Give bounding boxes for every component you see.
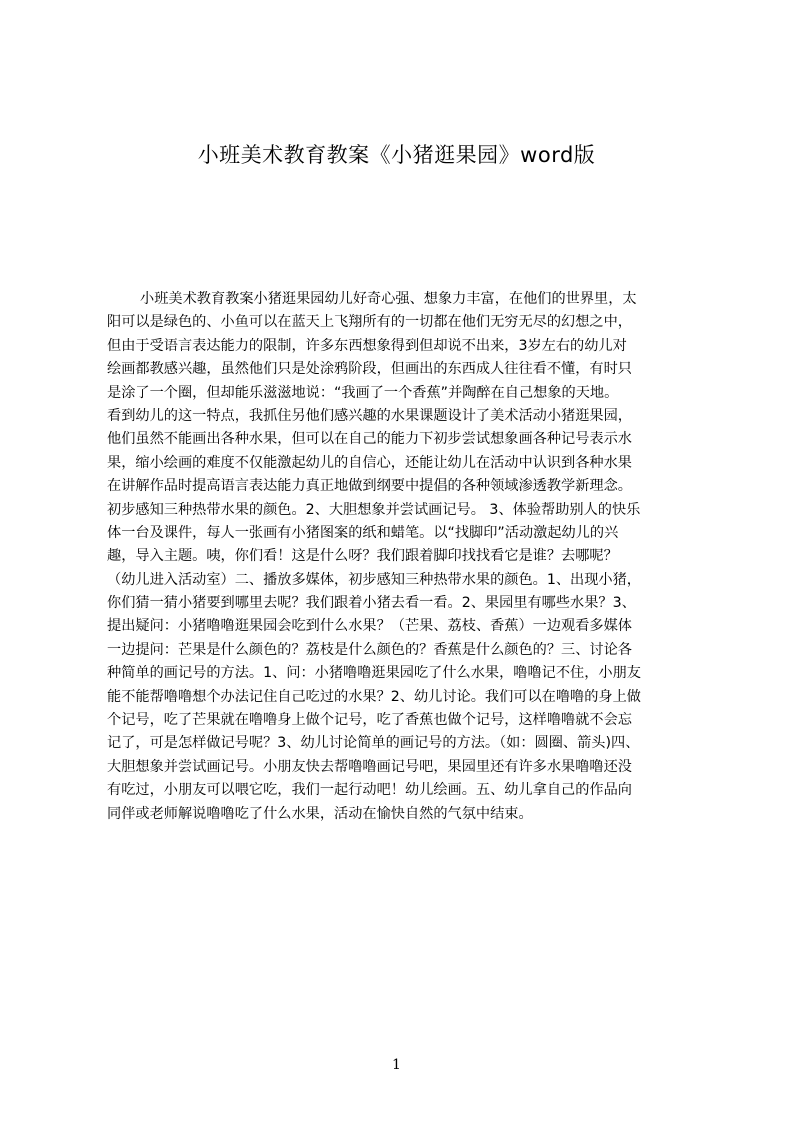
text-line: 体一台及课件，每人一张画有小猪图案的纸和蜡笔。以“找脚印”活动激起幼儿的兴	[107, 524, 619, 541]
text-line: 个记号，吃了芒果就在噜噜身上做个记号，吃了香蕉也做个记号，这样噜噜就不会忘	[107, 712, 632, 729]
body-text	[107, 288, 696, 826]
text-line: 初步感知三种热带水果的颜色。2、大胆想象并尝试画记号。 3、体验帮助别人的快乐	[107, 501, 641, 518]
text-line: 趣，导入主题。咦，你们看！这是什么呀？我们跟着脚印找找看它是谁？去哪呢？	[107, 548, 618, 565]
text-line: 你们猜一猜小猪要到哪里去呢？我们跟着小猪去看一看。2、果园里有哪些水果？3、	[107, 595, 636, 612]
text-line: 在讲解作品时提高语言表达能力真正地做到纲要中提倡的各种领域渗透教学新理念。	[107, 478, 632, 495]
text-line: 记了，可是怎样做记号呢？3、幼儿讨论简单的画记号的方法。（如：圆圈、箭头)四、	[107, 735, 640, 752]
text-line: 有吃过，小朋友可以喂它吃，我们一起行动吧！幼儿绘画。五、幼儿拿自己的作品向	[107, 782, 632, 799]
text-line: 一边提问：芒果是什么颜色的？荔枝是什么颜色的？香蕉是什么颜色的？三、讨论各	[107, 641, 632, 658]
text-line: 小班美术教育教案小猪逛果园幼儿好奇心强、想象力丰富，在他们的世界里，太	[140, 291, 637, 307]
text-line: （幼儿进入活动室）二、播放多媒体，初步感知三种热带水果的颜色。1、出现小猪，	[107, 571, 641, 588]
text-line: 同伴或老师解说噜噜吃了什么水果，活动在愉快自然的气氛中结束。	[107, 805, 533, 822]
page-number: 1	[392, 1057, 401, 1073]
document-title: 小班美术教育教案《小猪逛果园》word版	[197, 143, 596, 167]
text-line: 是涂了一个圈，但却能乐滋滋地说：“我画了一个香蕉”并陶醉在自己想象的天地。	[107, 384, 619, 401]
text-line: 但由于受语言表达能力的限制，许多东西想象得到但却说不出来，3岁左右的幼儿对	[107, 337, 627, 354]
text-line: 提出疑问：小猪噜噜逛果园会吃到什么水果？（芒果、荔枝、香蕉）一边观看多媒体	[107, 618, 632, 635]
text-line: 大胆想象并尝试画记号。小朋友快去帮噜噜画记号吧，果园里还有许多水果噜噜还没	[107, 758, 632, 775]
text-line: 能不能帮噜噜想个办法记住自己吃过的水果？2、幼儿讨论。我们可以在噜噜的身上做	[107, 688, 641, 705]
text-line: 看到幼儿的这一特点，我抓住另他们感兴趣的水果课题设计了美术活动小猪逛果园，	[107, 407, 632, 424]
text-line: 他们虽然不能画出各种水果，但可以在自己的能力下初步尝试想象画各种记号表示水	[107, 431, 632, 448]
text-line: 种简单的画记号的方法。1、问：小猪噜噜逛果园吃了什么水果，噜噜记不住，小朋友	[107, 665, 641, 682]
text-line: 绘画都教感兴趣，虽然他们只是处涂鸦阶段，但画出的东西成人往往看不懂，有时只	[107, 361, 632, 378]
text-line: 阳可以是绿色的、小鱼可以在蓝天上飞翔所有的一切都在他们无穷无尽的幻想之中，	[107, 314, 632, 331]
text-line: 果，缩小绘画的难度不仅能激起幼儿的自信心，还能让幼儿在活动中认识到各种水果	[107, 454, 632, 471]
